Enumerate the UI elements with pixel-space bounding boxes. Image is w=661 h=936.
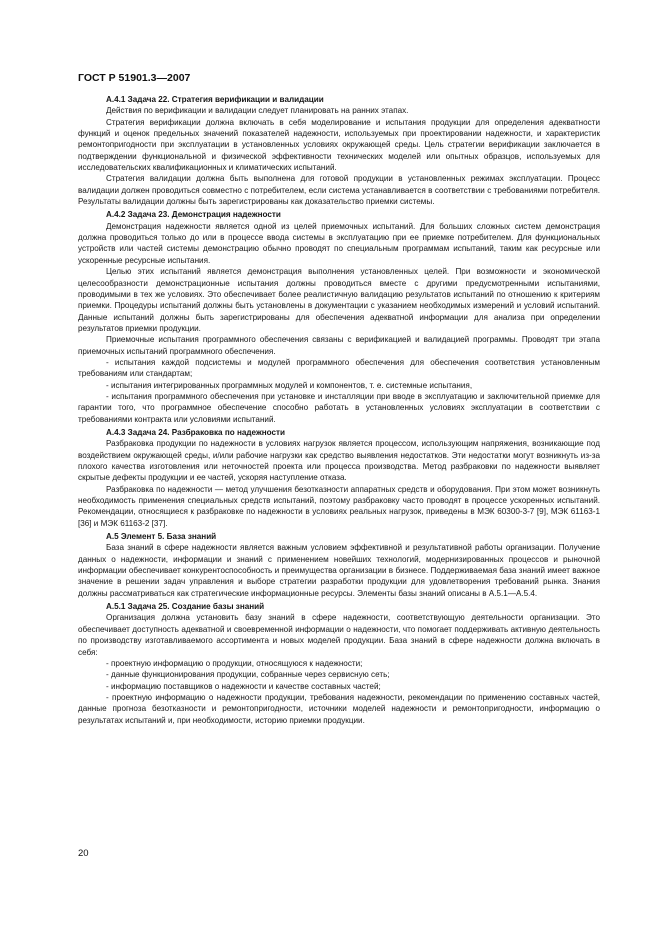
section-heading: А.5 Элемент 5. База знаний — [106, 532, 217, 542]
document-body — [78, 94, 600, 726]
paragraph: Разбраковка продукции по надежности в условиях нагрузок является процессом, использующим напряжения, возникающие под воздействием окружающей среды, и/или рабочие нагрузки как средство выявления недостатков. Эти недостатки могут возникнуть из-за плохого качества изготовления или неточностей проекта или процесса производства. Метод разбраковки по надежности выявляет скрытые дефекты продукции и ее частей, ускоряя наступление отказа. — [78, 439, 600, 483]
paragraph: - проектную информацию о продукции, относящуюся к надежности; — [106, 658, 363, 668]
paragraph: Целью этих испытаний является демонстрация выполнения установленных целей. При возможности и экономической целесообразности демонстрационные испытания должны проводиться вместе с другими предусмотренными испытаниями, проводимыми в тех же условиях. Это обеспечивает более реалистичную валидацию результатов испытаний по отношению к критериям приемки. Процедуры испытаний должны быть установлены в документации с указанием необходимых измерений и условий испытаний. Данные испытаний должны быть зарегистрированы для обеспечения адекватной информации для анализа при определении результатов приемки продукции. — [78, 267, 600, 333]
section-heading: А.4.1 Задача 22. Стратегия верификации и валидации — [106, 95, 324, 104]
paragraph: - испытания программного обеспечения при установке и инсталляции при вводе в эксплуатацию и заключительной приемке для гарантии того, что программное обеспечение способно работать в установленных условиях эксплуатации в соответствии с требованиями контракта или условиями испытаний. — [78, 391, 600, 424]
paragraph: База знаний в сфере надежности является важным условием эффективной и результативной работы организации. Получение данных о надежности, информации и знаний с применением новейших технологий, модернизированных процессов и рыночной информации обеспечивает конкурентоспособность и преимущества организации в бизнесе. Поддерживаемая база знаний имеет важное значение в решении задач управления и выборе стратегии разработки продукции для удовлетворения требований рынка. Знания должны рассматриваться как стратегические информационные ресурсы. Элементы базы знаний описаны в А.5.1—А.5.4. — [78, 543, 600, 598]
paragraph: - испытания интегрированных программных модулей и компонентов, т. е. системные испытания, — [106, 380, 473, 390]
section-heading: А.5.1 Задача 25. Создание базы знаний — [106, 602, 265, 612]
page-number: 20 — [78, 848, 89, 859]
paragraph: Организация должна установить базу знаний в сфере надежности, соответствующую деятельности организации. Это обеспечивает доступность адекватной и своевременной информации о надежности, что помогает поддерживать активную деятельность по производству изготавливаемого ассортимента и новых моделей продукции. База знаний в сфере надежности должна включать в себя: — [78, 613, 600, 657]
paragraph: - данные функционирования продукции, собранные через сервисную сеть; — [106, 670, 390, 680]
paragraph: Разбраковка по надежности — метод улучшения безотказности аппаратных средств и оборудования. При этом может возникнуть необходимость применения специальных средств испытаний, поэтому разбраковку часто проводят в процессе ускоренных испытаний. Рекомендации, относящиеся к разбраковке по надежности в условиях реальных нагрузок, приведены в МЭК 60300-3-7 [9], МЭК 61163-1 [36] и МЭК 61163-2 [37]. — [78, 484, 600, 528]
paragraph: Приемочные испытания программного обеспечения связаны с верификацией и валидацией программы. Проводят три этапа приемочных испытаний программного обеспечения. — [78, 335, 600, 356]
section-heading: А.4.3 Задача 24. Разбраковка по надежности — [106, 427, 285, 437]
document-header: ГОСТ Р 51901.3—2007 — [78, 72, 191, 84]
paragraph: - испытания каждой подсистемы и модулей программного обеспечения для обеспечения соответствия установленным требованиям или стандартам; — [78, 357, 600, 379]
paragraph: Демонстрация надежности является одной из целей приемочных испытаний. Для больших сложных систем демонстрация должна проводиться только до или в процессе ввода системы в эксплуатацию при ее приемке потребителем. Для функциональных устройств или частей системы демонстрацию обычно проводят по специальным программам испытаний, таким как ресурсные или ускоренные ресурсные испытания. — [78, 221, 600, 265]
paragraph: - проектную информацию о надежности продукции, требования надежности, рекомендации по применению составных частей, данные прогноза безотказности и ремонтопригодности, источники моделей надежности и ремонтопригодности, информацию о результатах испытаний и, при необходимости, историю приемки продукции. — [78, 692, 600, 725]
paragraph: - информацию поставщиков о надежности и качестве составных частей; — [106, 681, 381, 691]
section-heading: А.4.2 Задача 23. Демонстрация надежности — [106, 210, 281, 220]
paragraph: Стратегия верификации должна включать в себя моделирование и испытания продукции для определения адекватности функций и оценок предельных значений показателей надежности, используемых при проектировании надежности, и характеристик ремонтопригодности при эксплуатации в установленных условиях окружающей среды. Цель стратегии верификации заключается в подтверждении функциональной и физической эффективности технических моделей или опытных образцов, используемых для исследовательских квалификационных и климатических испытаний. — [78, 117, 600, 173]
paragraph: Действия по верификации и валидации следует планировать на ранних этапах. — [106, 106, 409, 116]
paragraph: Стратегия валидации должна быть выполнена для готовой продукции в установленных режимах эксплуатации. Процесс валидации должен проводиться совместно с потребителем, если система устанавливается в соответствии с требованиями потребителя. Результаты валидации должны быть зарегистрированы как доказательство приемки системы. — [78, 174, 600, 207]
